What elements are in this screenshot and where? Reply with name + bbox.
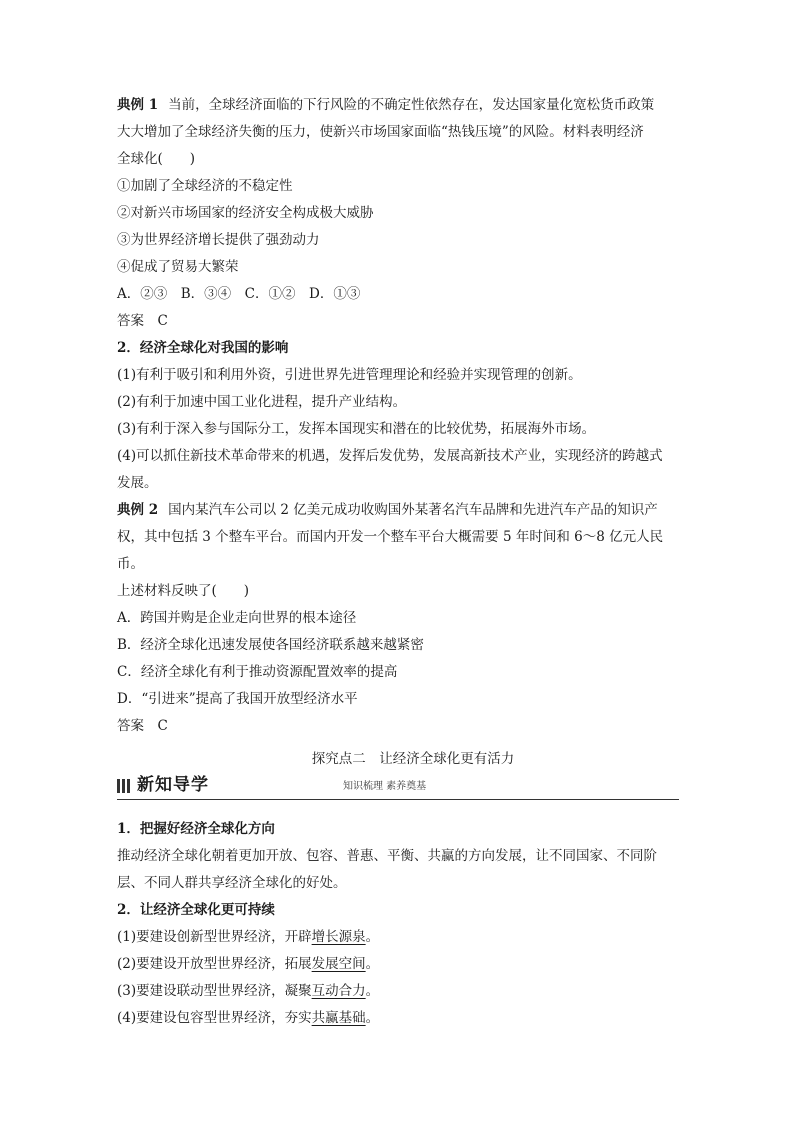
section2-point4-cont: 发展。	[117, 475, 158, 491]
new1-line2: 层、不同人群共享经济全球化的好处。	[117, 875, 347, 891]
exploration-title: 探究点二 让经济全球化更有活力	[311, 751, 515, 767]
new2-point-text: (4)要建设包容型世界经济，夯实	[117, 1010, 312, 1026]
new2-point	[117, 924, 679, 951]
section2-point: (4)可以抓住新技术革命带来的机遇，发挥后发优势，发展高新技术产业，实现经济的跨越式	[117, 448, 663, 464]
new2-point-text: (1)要建设创新型世界经济，开辟	[117, 929, 312, 945]
example1-label: 典例 1	[117, 97, 159, 113]
banner-title: 新知导学	[137, 775, 209, 795]
example1-options: A．②③ B．③④ C．①② D．①③	[117, 286, 361, 302]
example2-option: D．“引进来”提高了我国开放型经济水平	[117, 691, 358, 707]
new2-point-end: 。	[365, 1010, 380, 1026]
example1-item: ③为世界经济增长提供了强劲动力	[117, 232, 320, 248]
banner-subtitle: 知识梳理 素养奠基	[343, 781, 427, 792]
example1-item: ②对新兴市场国家的经济安全构成极大威胁	[117, 205, 374, 221]
section2-point: (2)有利于加速中国工业化进程，提升产业结构。	[117, 394, 407, 410]
example2-label: 典例 2	[117, 502, 159, 518]
example1-stem-line2: 大大增加了全球经济失衡的压力，使新兴市场国家面临“热钱压境”的风险。材料表明经济	[117, 124, 644, 140]
example2-stem-line2: 权，其中包括 3 个整车平台。而国内开发一个整车平台大概需要 5 年时间和 6～8 亿元人民币。	[117, 529, 664, 572]
example2-option: C．经济全球化有利于推动资源配置效率的提高	[117, 664, 398, 680]
new2-point-end: 。	[365, 956, 380, 972]
new2-point-key: 增长源泉	[311, 929, 366, 945]
new2-point-end: 。	[365, 983, 380, 999]
example1-answer: 答案 C	[117, 313, 168, 329]
new2-heading: 2．让经济全球化更可持续	[117, 902, 275, 918]
example1-stem-line3: 全球化( )	[117, 151, 196, 167]
new2-point-key: 发展空间	[311, 956, 366, 972]
section-banner	[117, 773, 679, 800]
new2-point-end: 。	[365, 929, 380, 945]
content-column	[117, 92, 679, 1032]
example1-stem-line1: 当前，全球经济面临的下行风险的不确定性依然存在，发达国家量化宽松货币政策	[168, 97, 655, 113]
example2-option: A．跨国并购是企业走向世界的根本途径	[117, 610, 357, 626]
example2-stem	[117, 497, 679, 524]
new1-line1: 推动经济全球化朝着更加开放、包容、普惠、平衡、共赢的方向发展，让不同国家、不同阶	[117, 848, 657, 864]
example2-stem-line1: 国内某汽车公司以 2 亿美元成功收购国外某著名汽车品牌和先进汽车产品的知识产	[168, 502, 658, 518]
new2-point	[117, 951, 679, 978]
new2-point-key: 互动合力	[311, 983, 366, 999]
new1-heading: 1．把握好经济全球化方向	[117, 821, 275, 837]
new2-point-key: 共赢基础	[311, 1010, 366, 1026]
banner-bars-icon	[117, 779, 131, 793]
new2-point-text: (2)要建设开放型世界经济，拓展	[117, 956, 312, 972]
new2-point	[117, 1005, 679, 1032]
new2-point	[117, 978, 679, 1005]
example2-stem-line3: 上述材料反映了( )	[117, 583, 250, 599]
section2-heading: 2．经济全球化对我国的影响	[117, 340, 289, 356]
section2-point: (3)有利于深入参与国际分工，发挥本国现实和潜在的比较优势，拓展海外市场。	[117, 421, 596, 437]
new2-point-text: (3)要建设联动型世界经济，凝聚	[117, 983, 312, 999]
section2-point: (1)有利于吸引和利用外资，引进世界先进管理理论和经验并实现管理的创新。	[117, 367, 582, 383]
example2-option: B．经济全球化迅速发展使各国经济联系越来越紧密	[117, 637, 424, 653]
example1-item: ①加剧了全球经济的不稳定性	[117, 178, 293, 194]
example1-stem	[117, 92, 679, 119]
example2-answer: 答案 C	[117, 718, 168, 734]
example1-item: ④促成了贸易大繁荣	[117, 259, 239, 275]
